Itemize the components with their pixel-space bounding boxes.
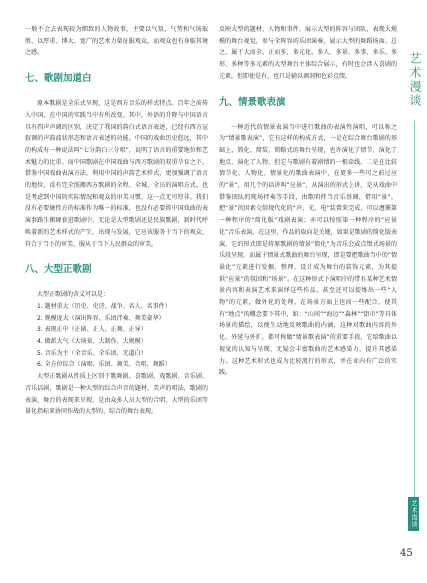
list-item: 6. 全方位综合（演唱、乐团、舞美、合唱、舞蹈） — [37, 361, 171, 369]
list-item: 1. 题材重大（历史、史诗、战争、名人、名事件） — [37, 302, 171, 310]
section8-list-title: 大型正歌剧的含义可以是： — [37, 291, 110, 299]
section9-paragraph: 一种近代的情景表演当中进行歌曲的表演性演唱，可以称之为“情景歌表演”，它有这样的构成方式，一是在综合舞台歌剧的基础上，简化、简装、简略式的舞台呈现，也许演化了情节、演化了地点、演化了人物，但它与歌剧有着剧情的一根牵线。二是在比较情节化、人物化、情景化的歌曲表演中，在更多一些可之前过应的“景”，用几个的话讲叫“应景”，从演出的形式上讲，是从戏曲中借鉴团队的现场拌奏等手段，由歌唱拌当音乐基调、借用“景”，把“景”的因素交给现代化的“声、光、电”装置来完成，可以遵循第一种程序的“简化版”戏剧表演；亦可以按照第一种程序的“应景化”音乐表演，在这里，作品的取向是关键，如果是歌剧的简化版表演，它的形式即是将原歌剧的情景“简化”为音乐会或点缀式场景的乐段呈现。而属于情景式歌曲的舞台呈现，即是要把歌曲当中的“情景化”元素进行发掘、整理、设计成为舞台的装饰元素，为其提供“应景”的氛围和“场景”。在这种形式下演唱中的带有某种艺术情景内容和表演艺术来演绎这些作品，甚至还可以提炼出一些“人物”的元素，做外化的处理。在场景方面上也而一些配合，使其有“地点”的概念要下其中，如：“山间”“海边”“森林”“街市”等具体场景的描绘，以便生动地反映歌曲的内涵，这种对歌曲内容的外化、外延与外扩，都可称做“情景歌表演”的重要手段，它给歌曲以视觉的认知与呈现，无疑会丰富歌曲的艺术感染力，提升其感染力。这种艺术形式也成为比较流行的形式，并在业内有广泛的实践。 — [219, 123, 397, 377]
list-item: 5. 音乐为主（全音乐、全乐团、无道白） — [37, 349, 147, 357]
sidebar-title: 艺术漫谈 — [408, 52, 422, 108]
section7-heading: 七、歌剧加道白 — [25, 73, 92, 85]
list-item: 3. 表现正中（正剧、正人、正舞、正导） — [37, 326, 147, 334]
sidebar-divider — [414, 120, 415, 510]
intro-paragraph: 一般不会去表现较为细致的人物故事，主要以气氛、气势和气场取胜，以厚重、博大、宽广的艺术力量征服观众，而观众也有身临其境之感。 — [25, 26, 208, 57]
section8-list — [25, 301, 208, 371]
left-column — [25, 24, 208, 418]
section7-paragraph: 原本歌剧是全乐式呈现，这是西方音乐的样式特点。百年之前传入中国，在中国的实践当中有所改变。其中，外语的升降与中国语言具有四声声调的区别，决定了我国的韵白式语言表述，已经有西方宣叙调的声韵波状形态和语言表述的功能。中国的戏曲历史悠远，其中的构成有一种说法叫“七分韵白三分唱”，说明了语言的重要地位和艺术魅力的比重。而中国歌剧在中国戏曲与西方歌剧的双重孕育之下，借鉴中国戏曲表演方法，利用中国的声韵艺术样式，更加强调了语言的地位，没有完全照搬西方歌剧的全程、全城、全员的演唱方式。也是考虑到中国的实际情况和观众的审美习惯，这一点无可厚非。我们没有必要硬性方的标准作为唯一的标准，也没有必要将中国戏曲的表演套路生搬硬套进歌剧中，无论是大型歌剧还是民族歌剧，新时代呼唤着新的艺术样式的产生，出现与发展，它应该服务于当下的观众，符合于当下的审美，服从于当下人民群众的审美。 — [25, 100, 208, 248]
section9-heading: 九、情景歌表演 — [219, 96, 286, 108]
section8-heading: 八、大型正歌剧 — [25, 264, 92, 276]
list-item: 4. 做派大气（大场景、大制作、大规模） — [37, 338, 147, 346]
sidebar-section-label: 艺术漫谈 — [408, 497, 419, 531]
section8-paragraph: 大型正歌剧从性质上区别于歌舞剧、喜歌剧、戏歌剧、音乐剧、音乐话剧，歌剧是一种大型的综合声音的题材，美声的唱法，歌剧的表演，舞台的表现来呈现，是由众多人员大型的合唱、大型的乐团等量化指标来协同作战的大型的、综合的舞台表现。 — [25, 373, 208, 416]
right-top-paragraph: 反映大型的题材、人物和事件，展示大型的阵容与团队，表现大规模的舞台视觉，参与全阵容的乐团演奏，展示大型的舞蹈场面。总之，属于大而全、正而多，多元化，多人、多景、多事、多乐、多形、多种等多元素的大型舞台主体综合展示，有时也会涉入喜剧的元素，但即使是有，也只是辅以调剂和色彩点缀。 — [219, 26, 397, 80]
list-item: 2. 规模庞大（演出阵容、乐团伴奏、舞美豪华） — [37, 314, 165, 322]
right-column — [219, 24, 397, 379]
page-number: 45 — [400, 548, 413, 559]
